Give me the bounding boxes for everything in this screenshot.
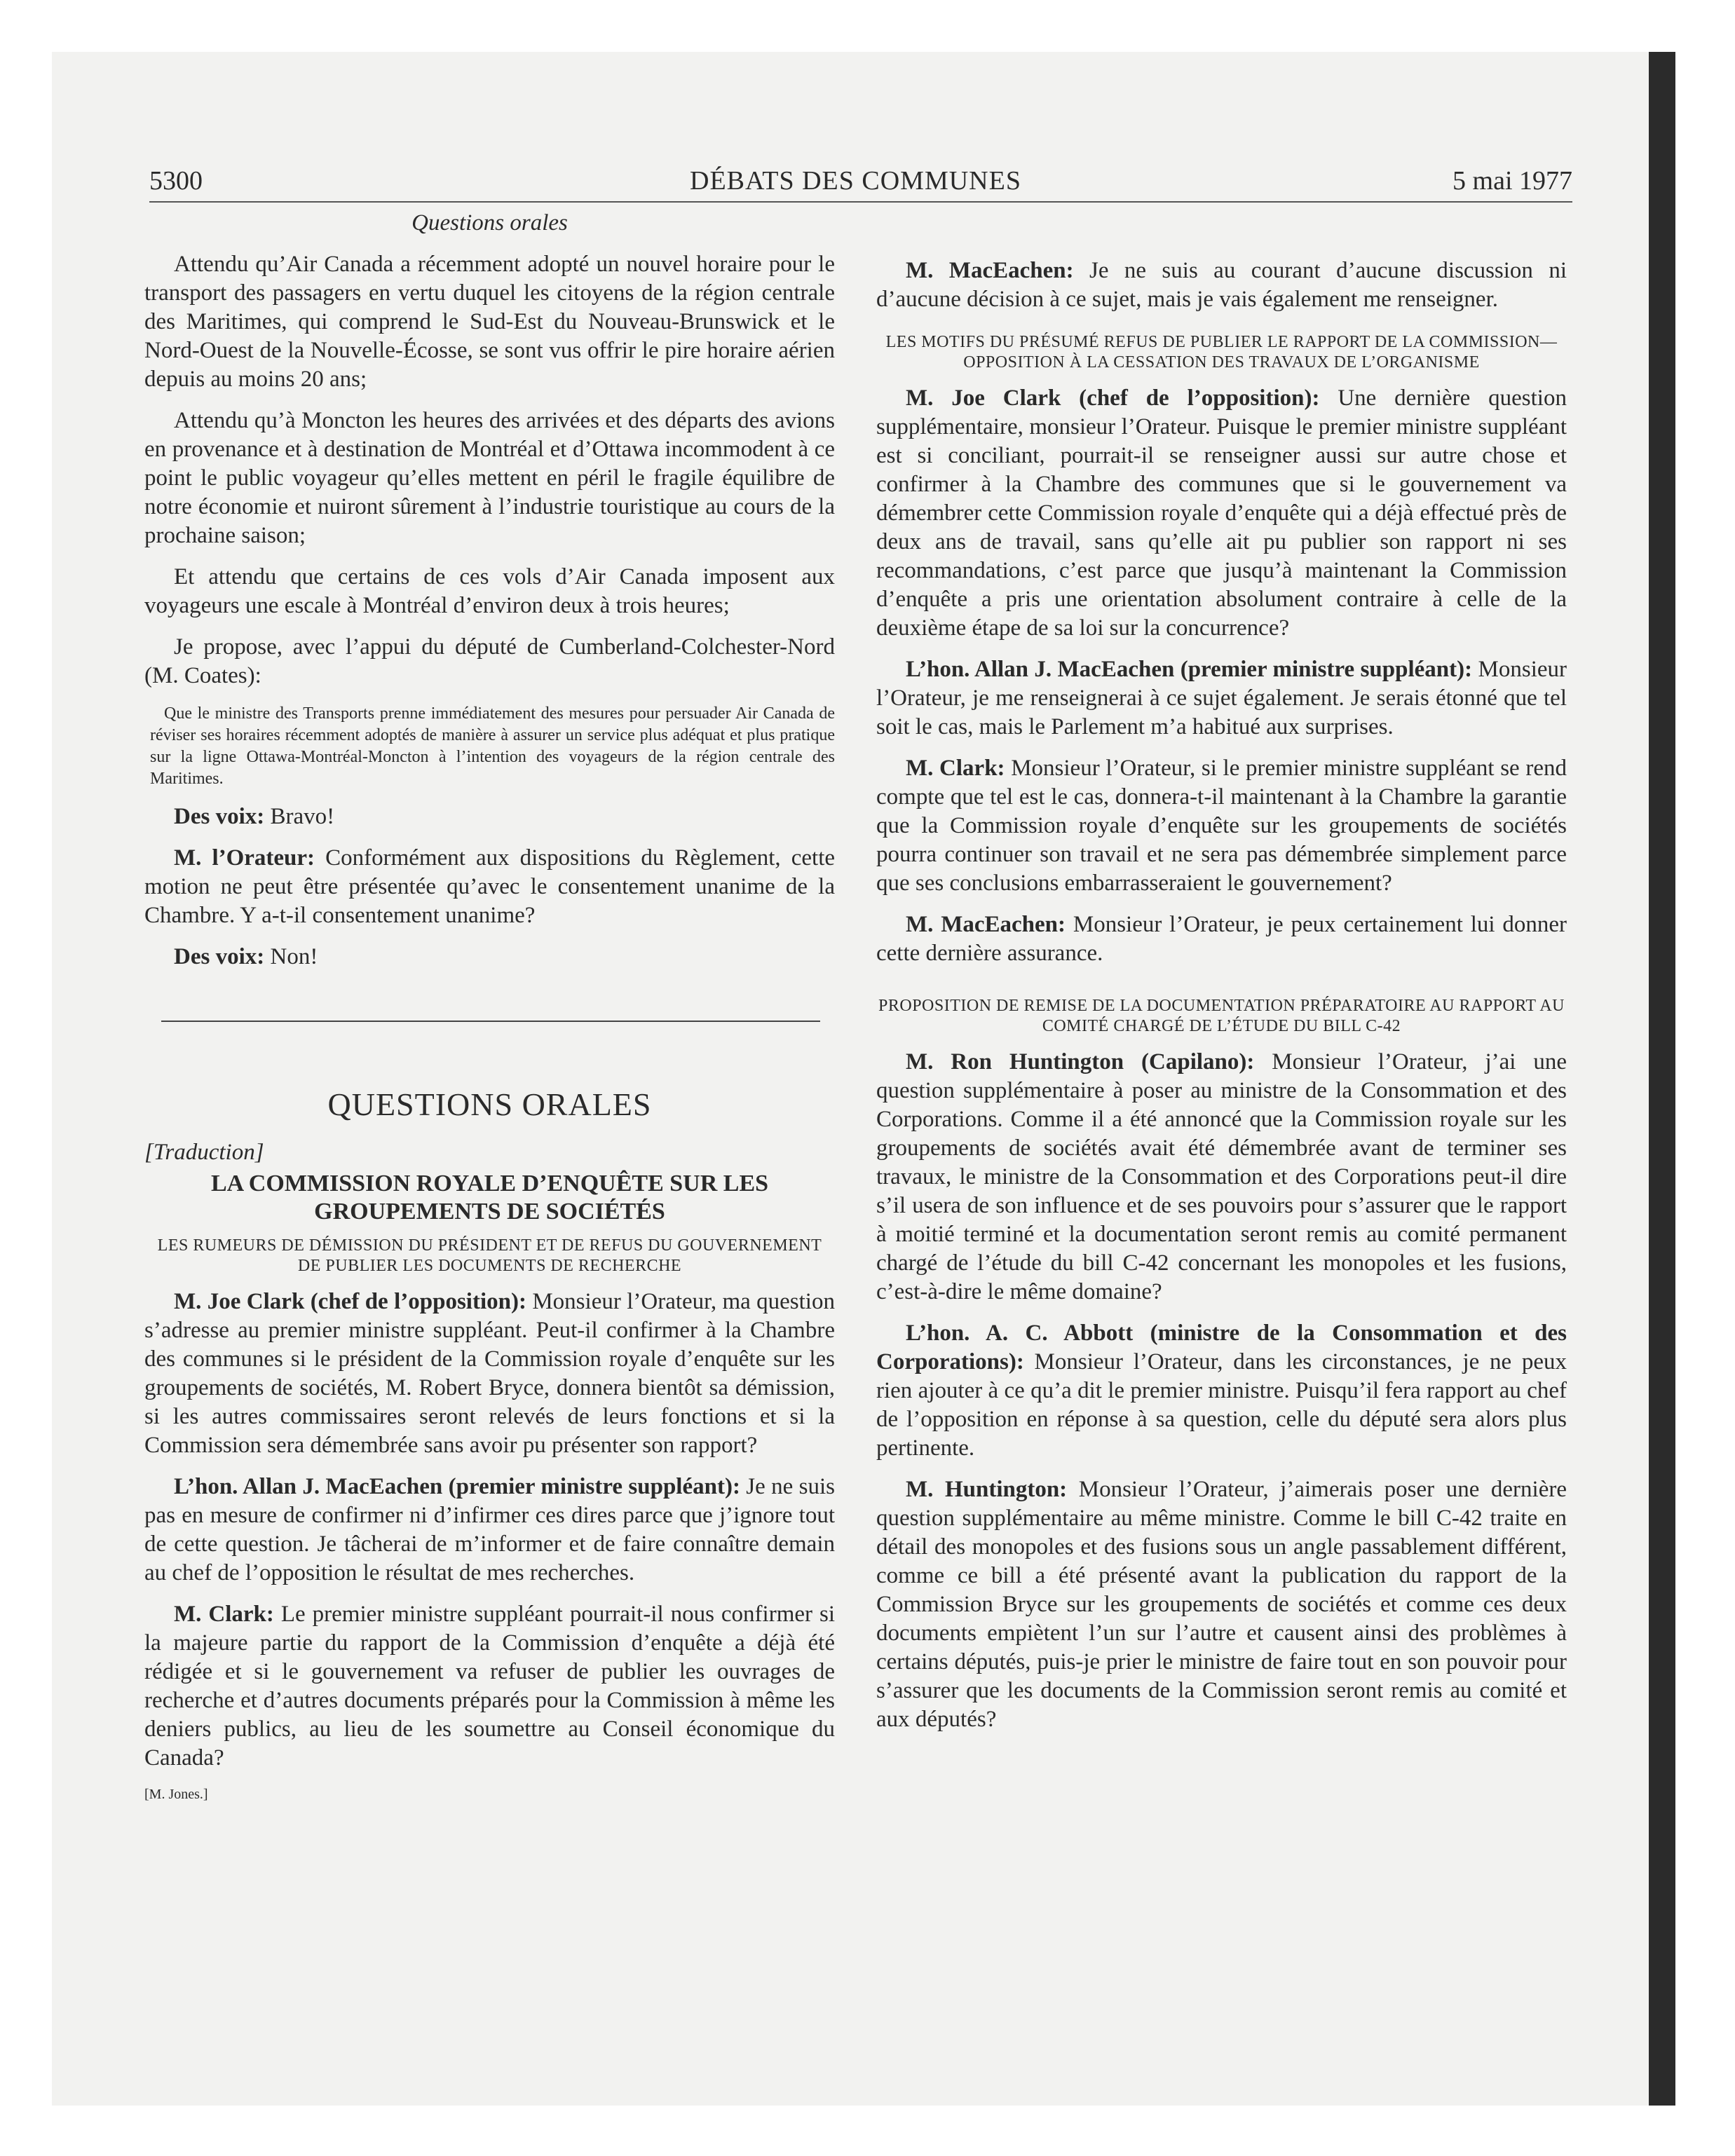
- speech: [876, 384, 1567, 643]
- speech: [144, 1288, 835, 1460]
- speech: [144, 1473, 835, 1588]
- section-label: Questions orales: [411, 210, 568, 236]
- speaker: L’hon. A. C. Abbott (ministre de la Consommation et des Corporations):: [876, 1321, 1567, 1374]
- speech: [144, 803, 835, 831]
- sub-heading: LES RUMEURS DE DÉMISSION DU PRÉSIDENT ET DE REFUS DU GOUVERNEMENT DE PUBLIER LES DOCUMENTS DE RECHERCHE: [157, 1236, 822, 1275]
- page-binding-edge: [1649, 52, 1675, 2106]
- publication-date: 5 mai 1977: [1452, 166, 1572, 196]
- page-number: 5300: [149, 166, 203, 196]
- footnote: [M. Jones.]: [144, 1787, 208, 1802]
- paragraph: Et attendu que certains de ces vols d’Air Canada imposent aux voyageurs une escale à Montréal d’environ deux à trois heures;: [144, 564, 835, 618]
- speech: [876, 754, 1567, 898]
- sub-heading: LES MOTIFS DU PRÉSUMÉ REFUS DE PUBLIER LE RAPPORT DE LA COMMISSION—OPPOSITION À LA CESSATION DES TRAVAUX DE L’ORGANISME: [885, 333, 1558, 371]
- speaker: Des voix:: [174, 944, 265, 969]
- speech-text: Monsieur l’Orateur, si le premier ministre suppléant se rend compte que tel est le cas, donnera-t-il maintenant à la Chambre la garantie que la Commission royale d’enquête sur les groupements de sociétés pourra continuer son travail et ne sera pas démembrée simplement parce que ses conclusions embarrasseraient le gouvernement?: [876, 756, 1567, 896]
- speech: [876, 1475, 1567, 1734]
- speech: [876, 655, 1567, 742]
- speaker: L’hon. Allan J. MacEachen (premier ministre suppléant):: [906, 657, 1473, 682]
- speaker: L’hon. Allan J. MacEachen (premier ministre suppléant):: [174, 1474, 740, 1499]
- section-heading: QUESTIONS ORALES: [327, 1086, 652, 1122]
- speech-text: Une dernière question supplémentaire, monsieur l’Orateur. Puisque le premier ministre suppléant est si conciliant, pourrait-il se renseigner aussi sur autre chose et confirmer à la Chambre des communes que si le gouvernement va démembrer cette Commission royale d’enquête qui a déjà effectué près de deux ans de travail, sans qu’elle ait pu publier son rapport ni ses recommandations, c’est parce que jusqu’à maintenant la Commission d’enquête a pris une orientation absolument contraire à celle de la deuxième étape de sa loi sur la concurrence?: [876, 386, 1567, 641]
- speech-text: Bravo!: [264, 804, 335, 829]
- paragraph: Attendu qu’à Moncton les heures des arrivées et des départs des avions en provenance et à destination de Montréal et d’Ottawa incommodent à ce point le public voyageur qu’elles mettent en péril le fragile équilibre de notre économie et nuiront sûrement à l’industrie touristique au cours de la prochaine saison;: [144, 408, 835, 548]
- section-divider: [161, 1021, 820, 1022]
- speech: [144, 844, 835, 930]
- speaker: M. Joe Clark (chef de l’opposition):: [906, 386, 1320, 411]
- speech: [144, 943, 835, 971]
- speech-text: Monsieur l’Orateur, je me renseignerai à ce sujet également. Je serais étonné que tel soit le cas, mais le Parlement m’a habitué aux surprises.: [876, 657, 1567, 739]
- speaker: M. Ron Huntington (Capilano):: [906, 1049, 1255, 1074]
- speech: [876, 1048, 1567, 1306]
- speaker: M. Huntington:: [906, 1477, 1068, 1502]
- speech-text: Monsieur l’Orateur, dans les circonstances, je ne peux rien ajouter à ce qu’a dit le premier ministre. Puisqu’il fera rapport au chef de l’opposition en réponse à sa question, celle du député sera alors plus pertinente.: [876, 1349, 1567, 1461]
- speaker: M. Clark:: [174, 1602, 274, 1627]
- speech-text: Monsieur l’Orateur, ma question s’adresse au premier ministre suppléant. Peut-il confirmer à la Chambre des communes si le président de la Commission royale d’enquête sur les groupements de sociétés, M. Robert Bryce, donnera bientôt sa démission, si les autres commissaires seront relevés de leurs fonctions et si la Commission sera démembrée sans avoir pu présenter son rapport?: [144, 1289, 835, 1458]
- speaker: M. MacEachen:: [906, 912, 1066, 937]
- translation-note: [Traduction]: [144, 1140, 264, 1165]
- speech-text: Conformément aux dispositions du Règlement, cette motion ne peut être présentée qu’avec le consentement unanime de la Chambre. Y a-t-il consentement unanime?: [144, 845, 836, 928]
- speech-text: Monsieur l’Orateur, je peux certainement lui donner cette dernière assurance.: [876, 912, 1567, 966]
- speech-text: Non!: [264, 944, 318, 969]
- speaker: M. Clark:: [906, 756, 1005, 781]
- speaker: M. MacEachen:: [906, 258, 1074, 283]
- right-column: [876, 257, 1567, 1747]
- speaker: M. Joe Clark (chef de l’opposition):: [174, 1289, 526, 1314]
- speaker: M. l’Orateur:: [174, 845, 315, 871]
- speech: [876, 910, 1567, 968]
- sub-heading: PROPOSITION DE REMISE DE LA DOCUMENTATION PRÉPARATOIRE AU RAPPORT AU COMITÉ CHARGÉ DE L’ÉTUDE DU BILL C-42: [878, 997, 1565, 1035]
- topic-heading: LA COMMISSION ROYALE D’ENQUÊTE SUR LES GROUPEMENTS DE SOCIÉTÉS: [210, 1171, 769, 1224]
- speech-text: Je ne suis au courant d’aucune discussion ni d’aucune décision à ce sujet, mais je vais également me renseigner.: [876, 258, 1567, 312]
- paragraph: Attendu qu’Air Canada a récemment adopté un nouvel horaire pour le transport des passagers en vertu duquel les citoyens de la région centrale des Maritimes, qui comprend le Sud-Est du Nouveau-Brunswick et le Nord-Ouest de la Nouvelle-Écosse, se sont vus offrir le pire horaire aérien depuis au moins 20 ans;: [144, 252, 835, 392]
- speech: [144, 1600, 835, 1773]
- left-column: [144, 209, 835, 1803]
- speaker: Des voix:: [174, 804, 265, 829]
- speech-text: Monsieur l’Orateur, j’aimerais poser une dernière question supplémentaire au même ministre. Comme le bill C-42 traite en détail des monopoles et des fusions sous un angle passablement différent, comme ce bill a été présenté avant la publication du rapport de la Commission Bryce sur les groupements de sociétés et comme ces deux documents empiètent l’un sur l’autre et causent ainsi des problèmes à certains députés, puis-je prier le ministre de faire tout en son pouvoir pour s’assurer que les documents de la Commission seront remis au comité et aux députés?: [876, 1477, 1567, 1732]
- publication-title: DÉBATS DES COMMUNES: [690, 166, 1021, 196]
- speech: [876, 257, 1567, 314]
- header-rule: [149, 201, 1572, 203]
- speech: [876, 1319, 1567, 1463]
- speech-text: Je ne suis pas en mesure de confirmer ni d’infirmer ces dires parce que j’ignore tout de cette question. Je tâcherai de m’informer et de faire connaître demain au chef de l’opposition le résultat de mes recherches.: [144, 1474, 835, 1585]
- speech-text: Monsieur l’Orateur, j’ai une question supplémentaire à poser au ministre de la Consommation et des Corporations. Comme il a été annoncé que la Commission royale sur les groupements de sociétés avait été démembrée avant de terminer ses travaux, le ministre de la Consommation et des Corporations peut-il dire s’il usera de son influence et de ses pouvoirs pour s’assurer que le rapport à moitié terminé et la documentation seront remis au comité permanent chargé de l’étude du bill C-42 concernant les monopoles et les fusions, c’est-à-dire le même domaine?: [876, 1049, 1567, 1304]
- speech-text: Le premier ministre suppléant pourrait-il nous confirmer si la majeure partie du rapport de la Commission d’enquête a déjà été rédigée et si le gouvernement va refuser de publier les ouvrages de recherche et d’autres documents préparés pour la Commission à même les deniers publics, au lieu de les soumettre au Conseil économique du Canada?: [144, 1602, 836, 1770]
- paragraph: Je propose, avec l’appui du député de Cumberland-Colchester-Nord (M. Coates):: [144, 634, 835, 688]
- motion-quote: Que le ministre des Transports prenne immédiatement des mesures pour persuader Air Canada de réviser ses horaires récemment adoptés de manière à assurer un service plus adéquat et plus pratique sur la ligne Ottawa-Montréal-Moncton à l’intention des voyageurs de la région centrale des Maritimes.: [150, 704, 835, 788]
